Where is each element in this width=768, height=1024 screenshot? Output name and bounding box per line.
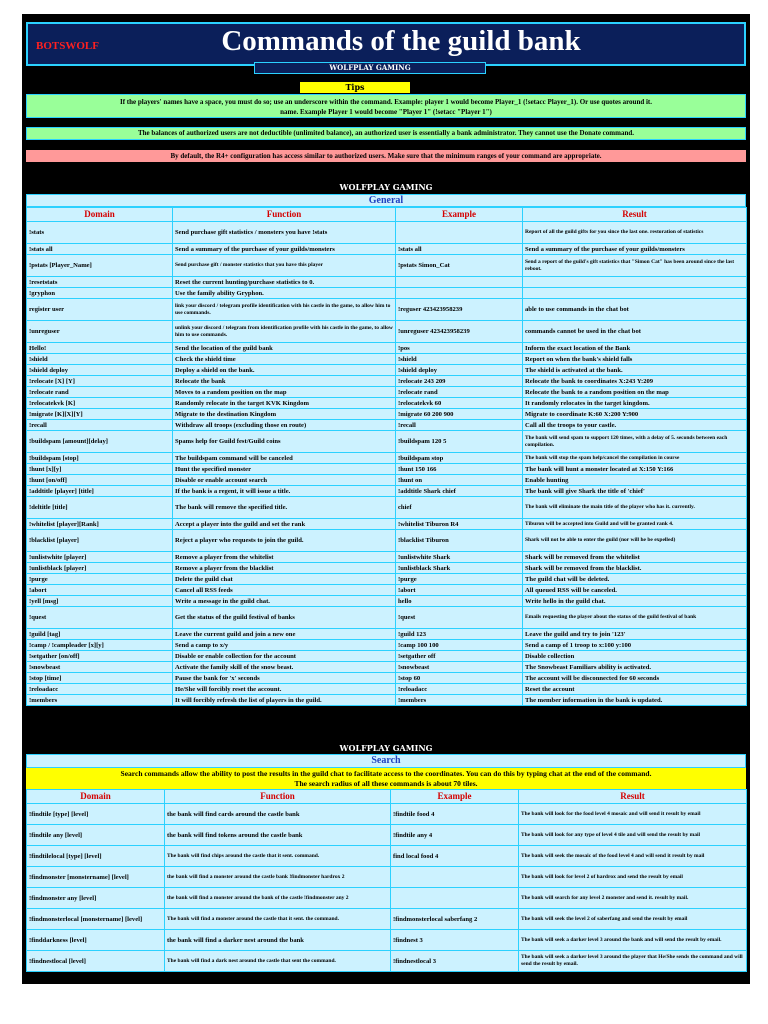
- example-cell: find local food 4: [391, 846, 519, 867]
- domain-cell: !purge: [27, 574, 173, 585]
- example-cell: !findnest 3: [391, 930, 519, 951]
- function-cell: The bank will remove the specified title.: [173, 497, 396, 519]
- domain-cell: !snowbeast: [27, 662, 173, 673]
- table-row: [27, 387, 747, 398]
- col-header-domain: Domain: [27, 208, 173, 222]
- result-cell: The guild chat will be deleted.: [523, 574, 747, 585]
- function-cell: the bank will find a darker nest around the bank: [165, 930, 391, 951]
- table-row: [27, 846, 747, 867]
- table-row: [27, 574, 747, 585]
- table-row: [27, 888, 747, 909]
- company-subtitle: WOLFPLAY GAMING: [254, 62, 486, 74]
- example-cell: !guild 123: [396, 629, 523, 640]
- result-cell: The bank will seek a darker level 3 around the player that He/She sends the command and will send the result by email.: [519, 951, 747, 972]
- table-row: [27, 343, 747, 354]
- function-cell: Deploy a shield on the bank.: [173, 365, 396, 376]
- result-cell: Inform the exact location of the Bank: [523, 343, 747, 354]
- result-cell: The bank will hunt a monster located at X:150 Y:166: [523, 464, 747, 475]
- example-cell: [396, 288, 523, 299]
- table-row: [27, 909, 747, 930]
- example-cell: [391, 888, 519, 909]
- result-cell: The shield is activated at the bank.: [523, 365, 747, 376]
- domain-cell: !buildspam [stop]: [27, 453, 173, 464]
- table-row: [27, 277, 747, 288]
- result-cell: The bank will search for any level 2 monster and send it. result by mail.: [519, 888, 747, 909]
- function-cell: Moves to a random position on the map: [173, 387, 396, 398]
- result-cell: Send a summary of the purchase of your guilds/monsters: [523, 244, 747, 255]
- domain-cell: !stats: [27, 222, 173, 244]
- example-cell: !relocatekvk 60: [396, 398, 523, 409]
- domain-cell: !unlistwhite [player]: [27, 552, 173, 563]
- result-cell: Relocate the bank to a random position on the map: [523, 387, 747, 398]
- tips-line-2: name. Example Player 1 would become "Player 1" (!setacc "Player 1"): [280, 108, 492, 116]
- col-header-example: Example: [391, 790, 519, 804]
- table-row: [27, 354, 747, 365]
- function-cell: Activate the family skill of the snow beast.: [173, 662, 396, 673]
- example-cell: !findnestlocal 3: [391, 951, 519, 972]
- function-cell: Check the shield time: [173, 354, 396, 365]
- col-header-function: Function: [173, 208, 396, 222]
- table-row: [27, 519, 747, 530]
- tips-box: [26, 94, 746, 118]
- col-header-function: Function: [165, 790, 391, 804]
- table-row: [27, 222, 747, 244]
- result-cell: The member information in the bank is updated.: [523, 695, 747, 706]
- result-cell: [523, 277, 747, 288]
- result-cell: Shark will not be able to enter the guild (nor will he be expelled): [523, 530, 747, 552]
- table-row: [27, 695, 747, 706]
- result-cell: Migrate to coordinate K:60 X:200 Y:900: [523, 409, 747, 420]
- brand-label: BOTSWOLF: [36, 40, 99, 52]
- result-cell: Write hello in the guild chat.: [523, 596, 747, 607]
- function-cell: Write a message in the guild chat.: [173, 596, 396, 607]
- table-row: [27, 640, 747, 651]
- domain-cell: !buildspam [amount][delay]: [27, 431, 173, 453]
- function-cell: Reset the current hunting/purchase statistics to 0.: [173, 277, 396, 288]
- example-cell: !setgather off: [396, 651, 523, 662]
- domain-cell: !gryphon: [27, 288, 173, 299]
- example-cell: !purge: [396, 574, 523, 585]
- example-cell: !buildspam 120 5: [396, 431, 523, 453]
- result-cell: Send a camp of 1 troop to x:100 y:100: [523, 640, 747, 651]
- col-header-result: Result: [519, 790, 747, 804]
- domain-cell: !whitelist [player][Rank]: [27, 519, 173, 530]
- domain-cell: !abort: [27, 585, 173, 596]
- domain-cell: !addtitle [player] [title]: [27, 486, 173, 497]
- function-cell: Disable or enable collection for the account: [173, 651, 396, 662]
- example-cell: !addtitle Shark chief: [396, 486, 523, 497]
- result-cell: The bank will seek the mosaic of the food level 4 and will send it result by mail: [519, 846, 747, 867]
- result-cell: able to use commands in the chat bot: [523, 299, 747, 321]
- general-section-title: General: [26, 194, 746, 207]
- example-cell: !quest: [396, 607, 523, 629]
- function-cell: the bank will find cards around the castle bank: [165, 804, 391, 825]
- domain-cell: !pstats [Player_Name]: [27, 255, 173, 277]
- domain-cell: !findmonster any [level]: [27, 888, 165, 909]
- example-cell: !unreguser 423423958239: [396, 321, 523, 343]
- example-cell: !hunt on: [396, 475, 523, 486]
- table-row: [27, 409, 747, 420]
- function-cell: Send a summary of the purchase of your guilds/monsters: [173, 244, 396, 255]
- domain-cell: !finddarkness [level]: [27, 930, 165, 951]
- example-cell: !stop 60: [396, 673, 523, 684]
- table-row: [27, 951, 747, 972]
- domain-cell: !deltitle [title]: [27, 497, 173, 519]
- result-cell: Tiburon will be accepted into Guild and will be granted rank 4.: [523, 519, 747, 530]
- table-row: [27, 431, 747, 453]
- table-row: [27, 530, 747, 552]
- example-cell: !findtile any 4: [391, 825, 519, 846]
- result-cell: Leave the guild and try to join '123': [523, 629, 747, 640]
- function-cell: Accept a player into the guild and set the rank: [173, 519, 396, 530]
- document-page: [22, 14, 750, 984]
- table-row: [27, 804, 747, 825]
- function-cell: the bank will find a monster around the bank of the castle !findmonster any 2: [165, 888, 391, 909]
- example-cell: !relocate 243 209: [396, 376, 523, 387]
- example-cell: [391, 867, 519, 888]
- result-cell: [523, 288, 747, 299]
- header-banner: [26, 22, 746, 66]
- table-row: [27, 475, 747, 486]
- domain-cell: !guild [tag]: [27, 629, 173, 640]
- domain-cell: !stop [time]: [27, 673, 173, 684]
- example-cell: !whitelist Tiburon R4: [396, 519, 523, 530]
- result-cell: The bank will seek a darker level 3 around the bank and will send the result by email.: [519, 930, 747, 951]
- result-cell: Emails requesting the player about the status of the guild festival of bank: [523, 607, 747, 629]
- search-section-title: Search: [26, 754, 746, 768]
- function-cell: Send a camp to x/y: [173, 640, 396, 651]
- domain-cell: !relocate rand: [27, 387, 173, 398]
- result-cell: Call all the troops to your castle.: [523, 420, 747, 431]
- result-cell: The bank will seek the level 2 of saberfang and send the result by email: [519, 909, 747, 930]
- table-row: [27, 420, 747, 431]
- example-cell: [396, 277, 523, 288]
- table-row: [27, 376, 747, 387]
- domain-cell: !findmonster [monstername] [level]: [27, 867, 165, 888]
- result-cell: The account will be disconnected for 60 seconds: [523, 673, 747, 684]
- table-row: [27, 684, 747, 695]
- result-cell: Shark will be removed from the whitelist: [523, 552, 747, 563]
- general-company-label: WOLFPLAY GAMING: [339, 182, 433, 192]
- example-cell: !migrate 60 200 900: [396, 409, 523, 420]
- table-row: [27, 464, 747, 475]
- domain-cell: !findtilelocal [type] [level]: [27, 846, 165, 867]
- function-cell: unlink your discord / telegram from identification profile with his castle in the game, to allow him to use commands.: [173, 321, 396, 343]
- function-cell: The bank will find a dark nest around the castle that sent the command.: [165, 951, 391, 972]
- function-cell: Leave the current guild and join a new one: [173, 629, 396, 640]
- domain-cell: !findtile [type] [level]: [27, 804, 165, 825]
- default-note: By default, the R4+ configuration has access similar to authorized users. Make sure that the minimum ranges of your command are appropriate.: [26, 150, 746, 162]
- example-cell: !reguser 423423958239: [396, 299, 523, 321]
- example-cell: !abort: [396, 585, 523, 596]
- domain-cell: !hunt [x][y]: [27, 464, 173, 475]
- function-cell: Withdraw all troops (excluding those en route): [173, 420, 396, 431]
- example-cell: !shield: [396, 354, 523, 365]
- table-row: [27, 673, 747, 684]
- result-cell: The bank will eliminate the main title of the player who has it. currently.: [523, 497, 747, 519]
- function-cell: Disable or enable account search: [173, 475, 396, 486]
- function-cell: Get the status of the guild festival of banks: [173, 607, 396, 629]
- table-row: [27, 453, 747, 464]
- function-cell: The buildspam command will be canceled: [173, 453, 396, 464]
- function-cell: Delete the guild chat: [173, 574, 396, 585]
- table-row: [27, 497, 747, 519]
- col-header-result: Result: [523, 208, 747, 222]
- example-cell: chief: [396, 497, 523, 519]
- domain-cell: !resetstats: [27, 277, 173, 288]
- example-cell: !findtile food 4: [391, 804, 519, 825]
- table-row: [27, 552, 747, 563]
- domain-cell: register user: [27, 299, 173, 321]
- table-row: [27, 365, 747, 376]
- function-cell: link your discord / telegram profile identification with his castle in the game, to allow him to use commands.: [173, 299, 396, 321]
- example-cell: !reloadacc: [396, 684, 523, 695]
- function-cell: Send purchase gift / monster statistics that you have this player: [173, 255, 396, 277]
- result-cell: The Snowbeast Familiars ability is activated.: [523, 662, 747, 673]
- result-cell: Report of all the guild gifts for you since the last one. restoration of statistics: [523, 222, 747, 244]
- table-row: [27, 585, 747, 596]
- col-header-domain: Domain: [27, 790, 165, 804]
- tips-line-1: If the players' names have a space, you must do so; use an underscore within the command. Example: player 1 would become Player_1 (!setacc Player_1). Or use quotes around it.: [119, 98, 653, 106]
- function-cell: Use the family ability Gryphon.: [173, 288, 396, 299]
- table-row: [27, 662, 747, 673]
- function-cell: Spams help for Guild fest/Guild coins: [173, 431, 396, 453]
- table-row: [27, 930, 747, 951]
- example-cell: !shield deploy: [396, 365, 523, 376]
- function-cell: Remove a player from the blacklist: [173, 563, 396, 574]
- example-cell: !recall: [396, 420, 523, 431]
- table-row: [27, 825, 747, 846]
- general-table: [26, 207, 747, 706]
- domain-cell: !relocate [X] [Y]: [27, 376, 173, 387]
- domain-cell: !yell [msg]: [27, 596, 173, 607]
- domain-cell: !shield deploy: [27, 365, 173, 376]
- example-cell: !findmonsterlocal saberfang 2: [391, 909, 519, 930]
- domain-cell: !hunt [on/off]: [27, 475, 173, 486]
- search-company-label: WOLFPLAY GAMING: [339, 743, 433, 753]
- domain-cell: !blacklist [player]: [27, 530, 173, 552]
- tips-label: Tips: [300, 82, 410, 93]
- domain-cell: !findmonsterlocal [monstername] [level]: [27, 909, 165, 930]
- domain-cell: !unreguser: [27, 321, 173, 343]
- domain-cell: !relocatekvk [K]: [27, 398, 173, 409]
- result-cell: Relocate the bank to coordinates X:243 Y:209: [523, 376, 747, 387]
- domain-cell: !shield: [27, 354, 173, 365]
- result-cell: The bank will look for the food level 4 mosaic and will send it result by email: [519, 804, 747, 825]
- function-cell: The bank will find a monster around the castle that it sent. the command.: [165, 909, 391, 930]
- result-cell: commands cannot be used in the chat bot: [523, 321, 747, 343]
- table-row: [27, 288, 747, 299]
- col-header-example: Example: [396, 208, 523, 222]
- function-cell: Relocate the bank: [173, 376, 396, 387]
- search-intro: Search commands allow the ability to post the results in the guild chat to facilitate access to the coordinates. You can do this by typing chat at the end of the command.: [26, 768, 746, 779]
- example-cell: !pos: [396, 343, 523, 354]
- domain-cell: !members: [27, 695, 173, 706]
- example-cell: !camp 100 100: [396, 640, 523, 651]
- domain-cell: !unlistblack [player]: [27, 563, 173, 574]
- result-cell: The bank will stop the spam help/cancel the compilation in course: [523, 453, 747, 464]
- example-cell: hello: [396, 596, 523, 607]
- domain-cell: !reloadacc: [27, 684, 173, 695]
- table-row: [27, 321, 747, 343]
- function-cell: Reject a player who requests to join the guild.: [173, 530, 396, 552]
- table-row: [27, 398, 747, 409]
- search-table: [26, 789, 747, 972]
- function-cell: It will forcibly refresh the list of players in the guild.: [173, 695, 396, 706]
- result-cell: All queued RSS will be canceled.: [523, 585, 747, 596]
- table-row: [27, 651, 747, 662]
- example-cell: !unlistblack Shark: [396, 563, 523, 574]
- table-row: [27, 629, 747, 640]
- table-row: [27, 596, 747, 607]
- domain-cell: !recall: [27, 420, 173, 431]
- example-cell: [396, 222, 523, 244]
- domain-cell: !stats all: [27, 244, 173, 255]
- example-cell: !pstats Simon_Cat: [396, 255, 523, 277]
- result-cell: Send a report of the guild's gift statistics that "Simon Cat" has been around since the last reboot.: [523, 255, 747, 277]
- function-cell: Send the location of the guild bank: [173, 343, 396, 354]
- function-cell: the bank will find a monster around the castle bank !findmonster hardrox 2: [165, 867, 391, 888]
- balances-note: The balances of authorized users are not deductible (unlimited balance), an authorized user is essentially a bank administrator. They cannot use the Donate command.: [26, 127, 746, 140]
- function-cell: Remove a player from the whitelist: [173, 552, 396, 563]
- example-cell: !buildspam stop: [396, 453, 523, 464]
- function-cell: If the bank is a regent, it will issue a title.: [173, 486, 396, 497]
- table-row: [27, 563, 747, 574]
- function-cell: He/She will forcibly reset the account.: [173, 684, 396, 695]
- domain-cell: Hello!: [27, 343, 173, 354]
- domain-cell: !setgather [on/off]: [27, 651, 173, 662]
- result-cell: Shark will be removed from the blacklist.: [523, 563, 747, 574]
- function-cell: Cancel all RSS feeds: [173, 585, 396, 596]
- example-cell: !snowbeast: [396, 662, 523, 673]
- table-row: [27, 255, 747, 277]
- table-row: [27, 867, 747, 888]
- domain-cell: !findtile any [level]: [27, 825, 165, 846]
- table-row: [27, 299, 747, 321]
- example-cell: !hunt 150 166: [396, 464, 523, 475]
- example-cell: !relocate rand: [396, 387, 523, 398]
- table-row: [27, 486, 747, 497]
- function-cell: Pause the bank for 'x' seconds: [173, 673, 396, 684]
- function-cell: The bank will find chips around the castle that it sent. command.: [165, 846, 391, 867]
- result-cell: The bank will look for any type of level 4 tile and will send the result by mail: [519, 825, 747, 846]
- table-row: [27, 244, 747, 255]
- function-cell: Randomly relocate in the target KVK Kingdom: [173, 398, 396, 409]
- result-cell: Reset the account: [523, 684, 747, 695]
- result-cell: Disable collection: [523, 651, 747, 662]
- example-cell: !members: [396, 695, 523, 706]
- result-cell: The bank will send spam to support 120 times, with a delay of 5. seconds between each compilation.: [523, 431, 747, 453]
- domain-cell: !quest: [27, 607, 173, 629]
- result-cell: Report on when the bank's shield falls: [523, 354, 747, 365]
- function-cell: Hunt the specified monster: [173, 464, 396, 475]
- result-cell: The bank will look for level 2 of hardrox and send the result by email: [519, 867, 747, 888]
- domain-cell: !camp / !campleader [x][y]: [27, 640, 173, 651]
- function-cell: Send purchase gift statistics / monsters you have !stats: [173, 222, 396, 244]
- result-cell: The bank will give Shark the title of 'chief': [523, 486, 747, 497]
- result-cell: Enable hunting: [523, 475, 747, 486]
- example-cell: !unlistwhite Shark: [396, 552, 523, 563]
- page-title: Commands of the guild bank: [221, 25, 581, 57]
- function-cell: the bank will find tokens around the castle bank: [165, 825, 391, 846]
- example-cell: !blacklist Tiburon: [396, 530, 523, 552]
- domain-cell: !findnestlocal [level]: [27, 951, 165, 972]
- search-radius-note: The search radius of all these commands is about 70 tiles.: [26, 779, 746, 789]
- table-row: [27, 607, 747, 629]
- example-cell: !stats all: [396, 244, 523, 255]
- function-cell: Migrate to the destination Kingdom: [173, 409, 396, 420]
- result-cell: It randomly relocates in the target kingdom.: [523, 398, 747, 409]
- domain-cell: !migrate [K][X][Y]: [27, 409, 173, 420]
